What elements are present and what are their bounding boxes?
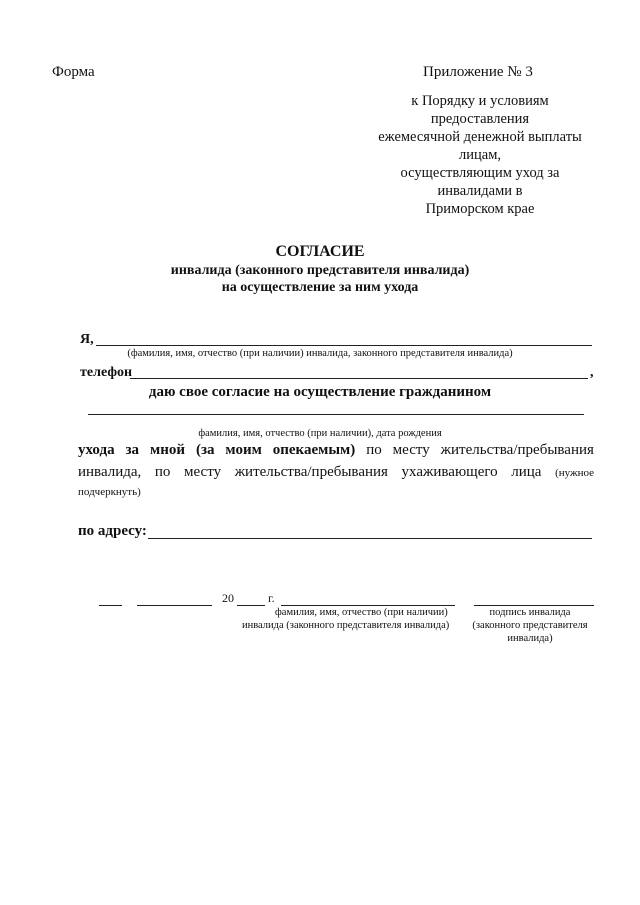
phone-comma: , (590, 365, 594, 380)
signature-line[interactable] (474, 605, 594, 606)
appendix-title: Приложение № 3 (423, 64, 533, 80)
care-line-1 (78, 442, 594, 459)
phone-label: телефон (80, 365, 133, 380)
care-word: лица (511, 464, 542, 480)
care-word: мной (150, 442, 186, 458)
appendix-line: предоставления (430, 111, 530, 127)
care-note: (нужное (555, 467, 594, 479)
care-note-continued: подчеркнуть) (78, 486, 141, 498)
care-word: по (366, 442, 382, 458)
citizen-field-line[interactable] (88, 414, 584, 415)
document-subtitle-2: на осуществление за ним ухода (221, 280, 419, 295)
document-title: СОГЛАСИЕ (275, 243, 365, 260)
appendix-line: Приморском крае (425, 201, 535, 217)
appendix-line: к Порядку и условиям (411, 93, 549, 109)
day-field-line[interactable] (99, 605, 122, 606)
care-line-2 (78, 464, 594, 481)
sign-caption-line1: подпись инвалида (489, 607, 571, 618)
care-word: моим (225, 442, 262, 458)
care-word: инвалида, (78, 464, 142, 480)
consent-text: даю свое согласие на осуществление гражданином (148, 384, 492, 400)
name-caption-line1: фамилия, имя, отчество (при наличии) (275, 607, 448, 618)
care-word: за (125, 442, 140, 458)
care-word: месту (392, 442, 430, 458)
full-name-field-line[interactable] (96, 345, 592, 346)
citizen-caption: фамилия, имя, отчество (при наличии), дата рождения (198, 428, 442, 439)
sign-caption-line2: (законного представителя (472, 620, 588, 631)
phone-field-line[interactable] (130, 378, 588, 379)
care-word: ухаживающего (401, 464, 498, 480)
appendix-reference (360, 92, 600, 218)
appendix-line: лицам, (459, 147, 501, 163)
care-word: опекаемым) (272, 442, 356, 458)
form-label: Форма (52, 64, 95, 80)
appendix-line: осуществляющим уход за (400, 165, 560, 181)
address-label: по адресу: (78, 523, 147, 539)
year-field-line[interactable] (237, 605, 265, 606)
document-subtitle: инвалида (законного представителя инвалида) (170, 263, 470, 278)
name-signature-line[interactable] (281, 605, 455, 606)
i-label: Я, (80, 332, 94, 347)
month-field-line[interactable] (137, 605, 212, 606)
care-word: (за (195, 442, 215, 458)
sign-caption-line3: инвалида) (507, 633, 553, 644)
full-name-caption: (фамилия, имя, отчество (при наличии) инвалида, законного представителя инвалида) (127, 348, 513, 359)
year-prefix: 20 (222, 591, 234, 605)
appendix-line: ежемесячной денежной выплаты (378, 129, 582, 145)
care-word: жительства/пребывания (234, 464, 388, 480)
name-caption-line2: инвалида (законного представителя инвалида) (242, 620, 450, 631)
care-word: по (154, 464, 171, 480)
address-field-line[interactable] (148, 538, 592, 539)
care-word: ухода (78, 442, 115, 458)
appendix-line: инвалидами в (437, 183, 523, 199)
care-word: жительства/пребывания (440, 442, 594, 458)
year-suffix: г. (268, 591, 275, 605)
care-word: месту (184, 464, 222, 480)
